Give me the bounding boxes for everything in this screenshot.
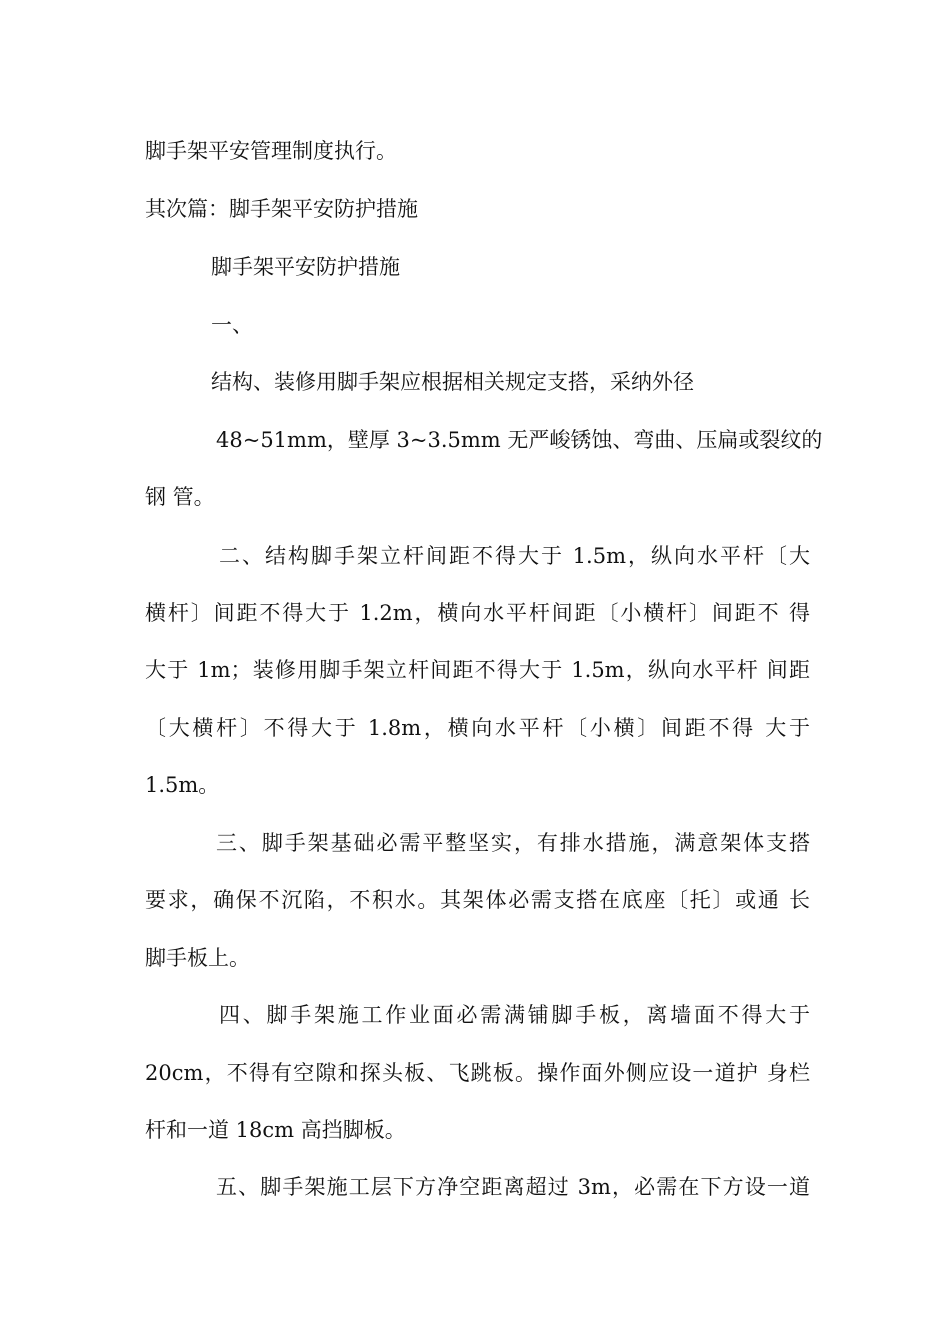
paragraph-line: 20cm，不得有空隙和探头板、飞跳板。操作面外侧应设一道护 身栏 [145,1061,810,1085]
section-heading: 其次篇：脚手架平安防护措施 [145,197,418,221]
paragraph-line: 大于 1m；装修用脚手架立杆间距不得大于 1.5m，纵向水平杆 间距 [145,658,810,682]
paragraph-line: 要求，确保不沉陷，不积水。其架体必需支搭在底座〔托〕或通 长 [145,888,810,912]
item-number: 一、 [211,313,253,337]
paragraph-line: 杆和一道 18cm 高挡脚板。 [145,1118,406,1142]
paragraph-line: 脚手板上。 [145,946,250,970]
paragraph-line: 〔大横杆〕不得大于 1.8m，横向水平杆〔小横〕间距不得 大于 [145,716,810,740]
paragraph-line: 二、结构脚手架立杆间距不得大于 1.5m，纵向水平杆〔大 [219,544,810,568]
paragraph-line: 三、脚手架基础必需平整坚实，有排水措施，满意架体支搭 [216,831,810,855]
paragraph-line: 钢 管。 [145,485,215,509]
paragraph-line: 脚手架平安管理制度执行。 [145,139,397,163]
paragraph-line: 横杆〕间距不得大于 1.2m，横向水平杆间距〔小横杆〕间距不 得 [145,601,810,625]
paragraph-line: 结构、装修用脚手架应根据相关规定支搭，采纳外径 [211,370,694,394]
paragraph-line: 五、脚手架施工层下方净空距离超过 3m，必需在下方设一道 [216,1175,810,1199]
paragraph-line: 四、脚手架施工作业面必需满铺脚手板，离墙面不得大于 [219,1003,810,1027]
paragraph-line: 1.5m。 [145,773,220,797]
paragraph-line: 48~51mm，壁厚 3~3.5mm 无严峻锈蚀、弯曲、压扁或裂纹的 [216,428,823,452]
section-title: 脚手架平安防护措施 [211,255,400,279]
